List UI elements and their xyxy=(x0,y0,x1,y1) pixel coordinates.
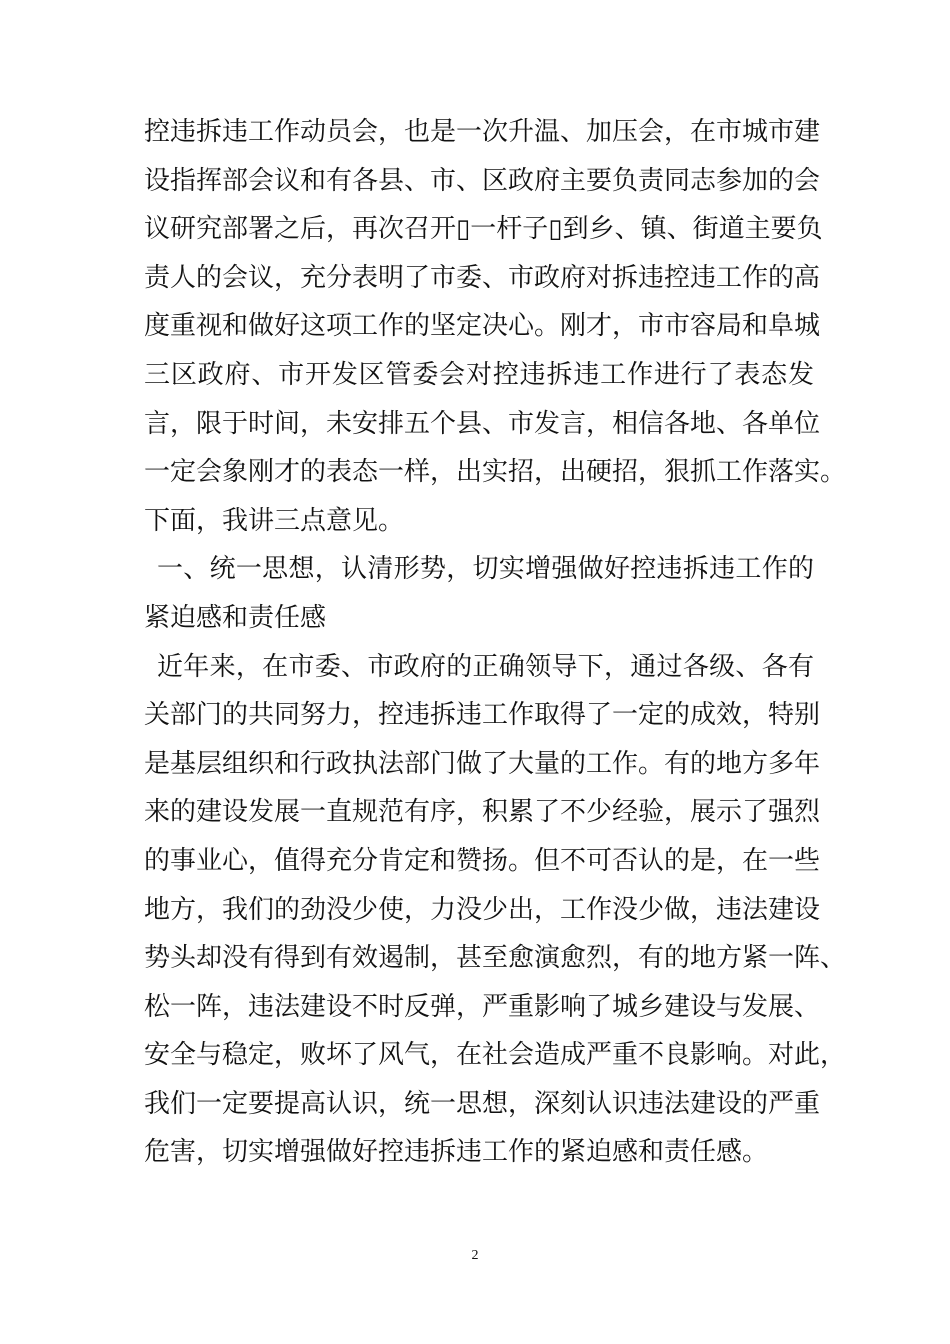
text-line: 是基层组织和行政执法部门做了大量的工作。有的地方多年 xyxy=(144,748,821,779)
section-heading-1 xyxy=(144,545,814,642)
text-line: 下面，我讲三点意见。 xyxy=(144,505,405,536)
text-line: 近年来，在市委、市政府的正确领导下，通过各级、各有 xyxy=(157,651,814,682)
text-line: 设指挥部会议和有各县、市、区政府主要负责同志参加的会 xyxy=(144,165,821,196)
text-line: 松一阵，违法建设不时反弹，严重影响了城乡建设与发展、 xyxy=(144,991,821,1022)
text-line: 危害，切实增强做好控违拆违工作的紧迫感和责任感。 xyxy=(144,1137,769,1168)
text-line: 地方，我们的劲没少使，力没少出，工作没少做，违法建设 xyxy=(144,894,821,925)
text-line: 控违拆违工作动员会，也是一次升温、加压会，在市城市建 xyxy=(144,117,821,147)
text-line: 来的建设发展一直规范有序，积累了不少经验，展示了强烈 xyxy=(144,797,821,828)
text-line: 的事业心，值得充分肯定和赞扬。但不可否认的是，在一些 xyxy=(144,845,821,876)
text-line: 关部门的共同努力，控违拆违工作取得了一定的成效，特别 xyxy=(144,700,821,731)
text-line: 言，限于时间，未安排五个县、市发言，相信各地、各单位 xyxy=(144,408,821,439)
text-line: 责人的会议，充分表明了市委、市政府对拆违控违工作的高 xyxy=(144,262,821,293)
page-number: 2 xyxy=(471,1248,479,1263)
text-line: 我们一定要提高认识，统一思想，深刻认识违法建设的严重 xyxy=(144,1088,821,1119)
text-line: 三区政府、市开发区管委会对控违拆违工作进行了表态发 xyxy=(144,359,814,390)
text-line: 势头却没有得到有效遏制，甚至愈演愈烈，有的地方紧一阵、 xyxy=(144,943,847,974)
heading-line: 紧迫感和责任感 xyxy=(144,602,327,633)
text-line: 度重视和做好这项工作的坚定决心。刚才，市市容局和阜城 xyxy=(144,311,821,342)
paragraph-section-1 xyxy=(144,643,847,1178)
body-text xyxy=(144,108,847,1177)
text-line: 一定会象刚才的表态一样，出实招，出硬招，狠抓工作落实。 xyxy=(144,457,847,488)
text-line: 安全与稳定，败坏了风气，在社会造成严重不良影响。对此， xyxy=(144,1040,847,1071)
paragraph-intro xyxy=(144,108,847,545)
text-line: 议研究部署之后，再次召开▯一杆子▯到乡、镇、街道主要负 xyxy=(144,214,823,245)
heading-line: 一、统一思想，认清形势，切实增强做好控违拆违工作的 xyxy=(157,554,814,585)
